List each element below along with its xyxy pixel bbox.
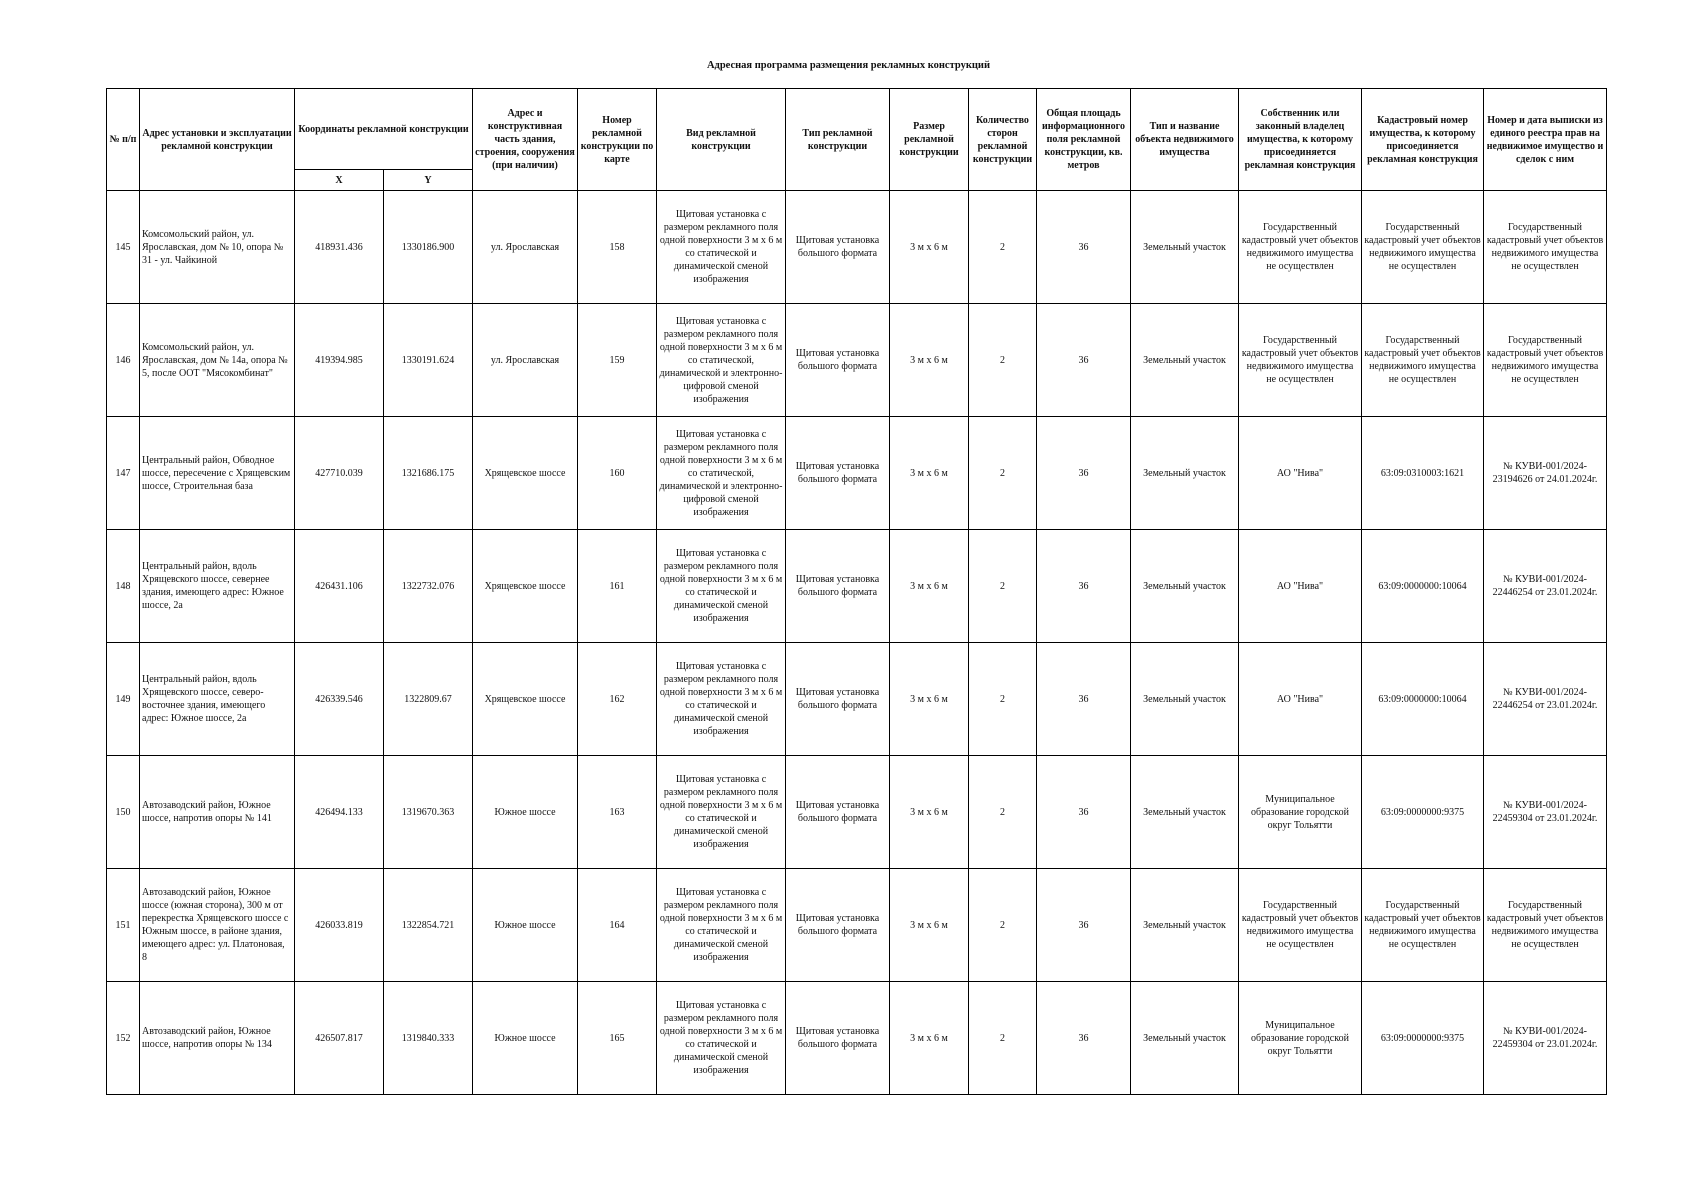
header-sides: Количество сторон рекламной конструкции: [969, 89, 1037, 191]
cell-cadastre: 63:09:0000000:9375: [1362, 982, 1484, 1095]
cell-owner: Государственный кадастровый учет объектов недвижимого имущества не осуществлен: [1239, 869, 1362, 982]
cell-owner: Государственный кадастровый учет объектов недвижимого имущества не осуществлен: [1239, 191, 1362, 304]
cell-kind: Щитовая установка с размером рекламного поля одной поверхности 3 м х 6 м со статической и динамической сменой изображения: [657, 191, 786, 304]
cell-registry: № КУВИ-001/2024-22446254 от 23.01.2024г.: [1484, 530, 1607, 643]
cell-cadastre: Государственный кадастровый учет объектов недвижимого имущества не осуществлен: [1362, 869, 1484, 982]
cell-x: 418931.436: [295, 191, 384, 304]
cell-size: 3 м х 6 м: [890, 191, 969, 304]
table-row: [107, 530, 1607, 643]
header-address: Адрес установки и эксплуатации рекламной конструкции: [140, 89, 295, 191]
cell-x: 426494.133: [295, 756, 384, 869]
header-y: Y: [384, 170, 473, 191]
header-type: Тип рекламной конструкции: [786, 89, 890, 191]
cell-type: Щитовая установка большого формата: [786, 982, 890, 1095]
cell-address: Центральный район, вдоль Хрящевского шоссе, северо-восточнее здания, имеющего адрес: Южное шоссе, 2а: [140, 643, 295, 756]
cell-type: Щитовая установка большого формата: [786, 417, 890, 530]
cell-building-part: Южное шоссе: [473, 756, 578, 869]
cell-cadastre: Государственный кадастровый учет объектов недвижимого имущества не осуществлен: [1362, 304, 1484, 417]
cell-map-number: 164: [578, 869, 657, 982]
table-row: [107, 756, 1607, 869]
cell-registry: Государственный кадастровый учет объектов недвижимого имущества не осуществлен: [1484, 191, 1607, 304]
table-row: [107, 417, 1607, 530]
cell-size: 3 м х 6 м: [890, 304, 969, 417]
cell-building-part: Хрящевское шоссе: [473, 643, 578, 756]
cell-owner: Государственный кадастровый учет объектов недвижимого имущества не осуществлен: [1239, 304, 1362, 417]
cell-object: Земельный участок: [1131, 417, 1239, 530]
cell-address: Комсомольский район, ул. Ярославская, дом № 10, опора № 31 - ул. Чайкиной: [140, 191, 295, 304]
cell-area: 36: [1037, 530, 1131, 643]
cell-sides: 2: [969, 304, 1037, 417]
advertising-program-table: [106, 88, 1607, 1095]
cell-y: 1322854.721: [384, 869, 473, 982]
cell-map-number: 162: [578, 643, 657, 756]
page-title: Адресная программа размещения рекламных конструкций: [706, 60, 991, 71]
header-owner: Собственник или законный владелец имущества, к которому присоединяется рекламная конструкция: [1239, 89, 1362, 191]
cell-x: 426033.819: [295, 869, 384, 982]
cell-area: 36: [1037, 756, 1131, 869]
header-x: X: [295, 170, 384, 191]
cell-building-part: ул. Ярославская: [473, 191, 578, 304]
cell-num: 145: [107, 191, 140, 304]
header-num: № п/п: [107, 89, 140, 191]
cell-size: 3 м х 6 м: [890, 756, 969, 869]
cell-owner: Муниципальное образование городской округ Тольятти: [1239, 982, 1362, 1095]
cell-sides: 2: [969, 756, 1037, 869]
header-registry: Номер и дата выписки из единого реестра прав на недвижимое имущество и сделок с ним: [1484, 89, 1607, 191]
cell-address: Центральный район, Обводное шоссе, пересечение с Хрящевским шоссе, Строительная база: [140, 417, 295, 530]
cell-num: 151: [107, 869, 140, 982]
cell-map-number: 158: [578, 191, 657, 304]
cell-address: Автозаводский район, Южное шоссе (южная сторона), 300 м от перекрестка Хрящевского шоссе с Южным шоссе, в районе здания, имеющего адрес: ул. Платоновая, 8: [140, 869, 295, 982]
cell-address: Автозаводский район, Южное шоссе, напротив опоры № 134: [140, 982, 295, 1095]
cell-x: 426431.106: [295, 530, 384, 643]
cell-kind: Щитовая установка с размером рекламного поля одной поверхности 3 м х 6 м со статической и динамической сменой изображения: [657, 982, 786, 1095]
table-body: [107, 191, 1607, 1095]
cell-kind: Щитовая установка с размером рекламного поля одной поверхности 3 м х 6 м со статической и динамической сменой изображения: [657, 756, 786, 869]
cell-cadastre: 63:09:0000000:10064: [1362, 643, 1484, 756]
cell-sides: 2: [969, 530, 1037, 643]
table-row: [107, 191, 1607, 304]
cell-num: 148: [107, 530, 140, 643]
cell-size: 3 м х 6 м: [890, 869, 969, 982]
cell-type: Щитовая установка большого формата: [786, 530, 890, 643]
cell-registry: Государственный кадастровый учет объектов недвижимого имущества не осуществлен: [1484, 304, 1607, 417]
cell-area: 36: [1037, 869, 1131, 982]
cell-object: Земельный участок: [1131, 982, 1239, 1095]
cell-building-part: ул. Ярославская: [473, 304, 578, 417]
cell-x: 419394.985: [295, 304, 384, 417]
cell-owner: АО "Нива": [1239, 417, 1362, 530]
cell-type: Щитовая установка большого формата: [786, 643, 890, 756]
cell-object: Земельный участок: [1131, 643, 1239, 756]
cell-x: 427710.039: [295, 417, 384, 530]
cell-registry: Государственный кадастровый учет объектов недвижимого имущества не осуществлен: [1484, 869, 1607, 982]
cell-map-number: 163: [578, 756, 657, 869]
cell-sides: 2: [969, 982, 1037, 1095]
cell-size: 3 м х 6 м: [890, 417, 969, 530]
cell-kind: Щитовая установка с размером рекламного поля одной поверхности 3 м х 6 м со статической и динамической сменой изображения: [657, 530, 786, 643]
cell-address: Автозаводский район, Южное шоссе, напротив опоры № 141: [140, 756, 295, 869]
cell-y: 1321686.175: [384, 417, 473, 530]
cell-registry: № КУВИ-001/2024-23194626 от 24.01.2024г.: [1484, 417, 1607, 530]
header-coords: Координаты рекламной конструкции: [295, 89, 473, 170]
cell-x: 426507.817: [295, 982, 384, 1095]
cell-kind: Щитовая установка с размером рекламного поля одной поверхности 3 м х 6 м со статической и динамической сменой изображения: [657, 643, 786, 756]
table-row: [107, 304, 1607, 417]
cell-sides: 2: [969, 417, 1037, 530]
cell-sides: 2: [969, 643, 1037, 756]
cell-y: 1330191.624: [384, 304, 473, 417]
cell-type: Щитовая установка большого формата: [786, 756, 890, 869]
cell-registry: № КУВИ-001/2024-22459304 от 23.01.2024г.: [1484, 756, 1607, 869]
cell-num: 149: [107, 643, 140, 756]
cell-building-part: Южное шоссе: [473, 869, 578, 982]
cell-map-number: 159: [578, 304, 657, 417]
cell-address: Центральный район, вдоль Хрящевского шоссе, севернее здания, имеющего адрес: Южное шоссе, 2а: [140, 530, 295, 643]
cell-num: 152: [107, 982, 140, 1095]
cell-y: 1330186.900: [384, 191, 473, 304]
cell-area: 36: [1037, 643, 1131, 756]
cell-registry: № КУВИ-001/2024-22459304 от 23.01.2024г.: [1484, 982, 1607, 1095]
cell-object: Земельный участок: [1131, 530, 1239, 643]
cell-area: 36: [1037, 982, 1131, 1095]
table-row: [107, 869, 1607, 982]
cell-type: Щитовая установка большого формата: [786, 869, 890, 982]
cell-kind: Щитовая установка с размером рекламного поля одной поверхности 3 м х 6 м со статической и динамической сменой изображения: [657, 869, 786, 982]
cell-num: 147: [107, 417, 140, 530]
table-row: [107, 643, 1607, 756]
cell-registry: № КУВИ-001/2024-22446254 от 23.01.2024г.: [1484, 643, 1607, 756]
cell-type: Щитовая установка большого формата: [786, 191, 890, 304]
cell-map-number: 161: [578, 530, 657, 643]
cell-map-number: 165: [578, 982, 657, 1095]
cell-owner: АО "Нива": [1239, 530, 1362, 643]
cell-object: Земельный участок: [1131, 304, 1239, 417]
header-map-number: Номер рекламной конструкции по карте: [578, 89, 657, 191]
cell-y: 1319670.363: [384, 756, 473, 869]
cell-sides: 2: [969, 191, 1037, 304]
cell-building-part: Южное шоссе: [473, 982, 578, 1095]
header-area: Общая площадь информационного поля рекламной конструкции, кв. метров: [1037, 89, 1131, 191]
header-kind: Вид рекламной конструкции: [657, 89, 786, 191]
cell-kind: Щитовая установка с размером рекламного поля одной поверхности 3 м х 6 м со статической, динамической и электронно-цифровой сменой изображения: [657, 304, 786, 417]
table-row: [107, 982, 1607, 1095]
cell-area: 36: [1037, 304, 1131, 417]
cell-num: 146: [107, 304, 140, 417]
cell-cadastre: 63:09:0000000:9375: [1362, 756, 1484, 869]
cell-area: 36: [1037, 417, 1131, 530]
cell-num: 150: [107, 756, 140, 869]
cell-sides: 2: [969, 869, 1037, 982]
table-header: [107, 89, 1607, 191]
cell-cadastre: 63:09:0000000:10064: [1362, 530, 1484, 643]
cell-y: 1322732.076: [384, 530, 473, 643]
cell-kind: Щитовая установка с размером рекламного поля одной поверхности 3 м х 6 м со статической, динамической и электронно-цифровой сменой изображения: [657, 417, 786, 530]
cell-owner: Муниципальное образование городской округ Тольятти: [1239, 756, 1362, 869]
cell-object: Земельный участок: [1131, 191, 1239, 304]
cell-x: 426339.546: [295, 643, 384, 756]
cell-address: Комсомольский район, ул. Ярославская, дом № 14а, опора № 5, после ООТ "Мясокомбинат": [140, 304, 295, 417]
cell-y: 1319840.333: [384, 982, 473, 1095]
cell-object: Земельный участок: [1131, 869, 1239, 982]
cell-y: 1322809.67: [384, 643, 473, 756]
header-building-part: Адрес и конструктивная часть здания, строения, сооружения (при наличии): [473, 89, 578, 191]
cell-size: 3 м х 6 м: [890, 530, 969, 643]
cell-size: 3 м х 6 м: [890, 643, 969, 756]
cell-map-number: 160: [578, 417, 657, 530]
cell-cadastre: 63:09:0310003:1621: [1362, 417, 1484, 530]
cell-owner: АО "Нива": [1239, 643, 1362, 756]
cell-size: 3 м х 6 м: [890, 982, 969, 1095]
header-size: Размер рекламной конструкции: [890, 89, 969, 191]
cell-building-part: Хрящевское шоссе: [473, 417, 578, 530]
header-object: Тип и название объекта недвижимого имущества: [1131, 89, 1239, 191]
cell-type: Щитовая установка большого формата: [786, 304, 890, 417]
cell-area: 36: [1037, 191, 1131, 304]
cell-cadastre: Государственный кадастровый учет объектов недвижимого имущества не осуществлен: [1362, 191, 1484, 304]
header-cadastre: Кадастровый номер имущества, к которому присоединяется рекламная конструкция: [1362, 89, 1484, 191]
cell-object: Земельный участок: [1131, 756, 1239, 869]
cell-building-part: Хрящевское шоссе: [473, 530, 578, 643]
